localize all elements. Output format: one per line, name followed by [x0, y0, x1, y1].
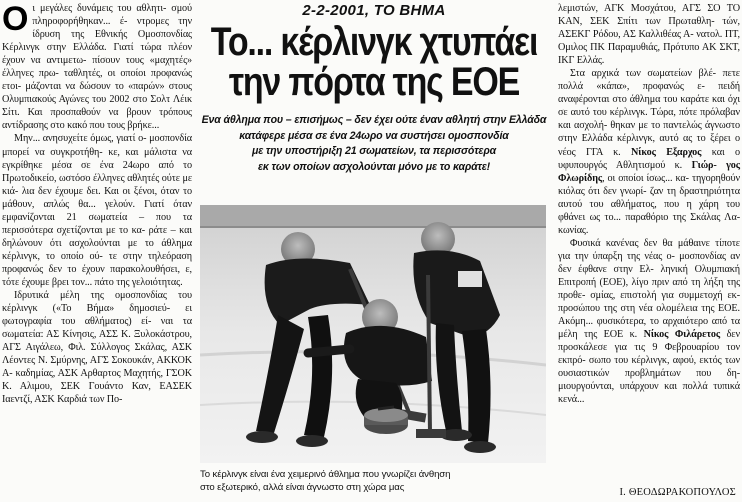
right-paragraph-3-text-b: δεν προσκάλεσε για τις 9 Φεβρουαρίου τον εκπρό- σωπο του κέρλινγκ, αφού, εκτός των ουσιαστικών προβλημάτων που δη- μιουργούνται, υπάρχουν και πολλά τυπικά κενά... [558, 329, 740, 406]
caption-line-2: στο εξωτερικό, αλλά είναι άγνωστο στη χώρα μας [200, 482, 405, 493]
deck-line-4: εκ των οποίων ασχολούνται μόνο με το καράτε! [257, 160, 491, 173]
right-paragraph-2-text-c: , οι οποίοι ίσως... κα- τηγορηθούν κιόλας ότι δεν γνωρί- ζαν τη δραστηριότητα αυτού του αθλήματος, που η χάρη του φθάνει ως το... παραθόριο της Σκάλας Λα- κωνίας. [558, 172, 740, 236]
right-paragraph-2-text-a: Στα αρχικά των σωματείων βλέ- πετε πολλά «κάπα», προφανώς ε- πειδή αναφέρονται στο άθλημα του καράτε και όχι σε αυτό του κέρλινγκ. Τώρα, πότε πρόλαβαν και ασχολή- θηκαν με το παντελώς άγνωστο στην Ελλάδα κέρλινγκ, αυτό ας το ξέρει ο νέος ΓΓΑ κ. [558, 68, 740, 158]
right-column [558, 2, 740, 406]
deck-line-1: Ενα άθλημα που – επισήμως – δεν έχει ούτε έναν αθλητή στην Ελλάδα [201, 114, 547, 126]
caption-line-1: Το κέρλινγκ είναι ένα χειμερινό άθλημα που γνωρίζει άνθηση [200, 469, 451, 480]
left-paragraph-2: Μην... ανησυχείτε όμως, γιατί ο- μοσπονδία μπορεί να συγκροτήθη- κε, και μάλιστα να εγκρίθηκε μέσα σε ένα 24ωρο από το Πρωτοδικείο, ωστόσο έλληνες αθλητές ούτε με κιά- λια δεν έχουμε δει. Και οι ξένοι, όταν το μάθουν, απλώς θα... γελούν. Γιατί όταν εμφανίζονται 21 σωματεία – που τα περισσότερα σχετίζονται με το κα- ράτε – και δηλώνουν ότι ασχολούνται με το άθλημα κέρλινγκ, το οποίο ού- τε στην τηλεόραση προφανώς δεν το έχουν παρακολουθήσει, ε, τότε έχουμε βρει τον... πάτο της γελοιότητας. [2, 133, 192, 288]
right-paragraph-3-text-a: Φυσικά κανένας δεν θα μάθαινε τίποτε για την ύπαρξη της νέας ο- μοσπονδίας αν δεν έφθανε στην Ελ- ληνική Ολυμπιακή Επιτροπή (ΕΟΕ), λίγο πριν από τη λήξη της προθε- σμίας, επιστολή για συμμετοχή εκ- προσώπου της στη νέα ολομέλεια της ΕΟΕ. Ακόμη... φυσικότερα, το αρχαιότερο από τα μέλη της ΕΟΕ κ. [558, 237, 740, 341]
right-paragraph-2 [558, 67, 740, 237]
right-paragraph-3 [558, 237, 740, 407]
curling-stone [364, 407, 408, 434]
left-column [2, 2, 192, 406]
curling-players-illustration [200, 205, 546, 463]
author-signature: Ι. ΘΕΟΔΩΡΑΚΟΠΟΥΛΟΣ [619, 487, 736, 498]
curling-photo [200, 205, 546, 463]
left-paragraph-3: Ιδρυτικά μέλη της ομοσπονδίας του κέρλινγκ («Το Βήμα» δημοσιεύ- ει φωτογραφία του αθλήματος) εί- ναι τα σωματεία: ΑΣ Κίνησις, ΑΣΣ Κ. Ξυλοκάστρου, ΑΓΣ Αιγάλεω, Φιλ. Σύλλογος Σκάλας, ΑΣΚ Λέοντες Ν. Σμύρνης, ΑΓΣ Σοκουκάν, ΑΚΚΟΚ Α- καδημίας, ΑΣΚ Αρθαρτος Μαχητής, ΓΣΟΚ Κ. Αλιμου, ΣΕΚ Γουάντο Καν, ΕΑΣΕΚ Ιαεντζί, ΑΣΚ Καρδιά των Πο- [2, 290, 192, 406]
date-stamp: 2-2-2001, ΤΟ ΒΗΜΑ [302, 2, 446, 19]
headline [196, 19, 552, 105]
headline-line-1: Το... κέρλινγκ χτυπάει [210, 19, 538, 65]
name-nikos-exarchos: Νίκος Εξαρχος [631, 146, 702, 158]
right-paragraph-1: λεμιστών, ΑΓΚ Μοσχάτου, ΑΓΣ ΣΟ ΤΟ ΚΑΝ, ΣΕΚ Σπίτι των Πρωταθλη- τών, ΑΣΕΚΓ Ρόδου, ΑΣ Καλλιθέας Α- νατολ. ΠΤ, Ομιλος ΠΚ Παραμυθιάς, Πρότυπο ΑΚ ΣΚΤ, ΙΚΓ Ελλάς. [558, 3, 740, 67]
drop-cap: Ο [2, 0, 29, 38]
deck-line-2: κατάφερε μέσα σε ένα 24ωρο να συστήσει ομοσπονδία [239, 129, 509, 142]
deck-line-3: με την υποστήριξη 21 σωματείων, τα περισσότερα [251, 145, 497, 158]
photo-caption [200, 468, 546, 494]
name-giorgos-floridis: Γιώρ- γος Φλωρίδης [558, 159, 741, 184]
left-paragraph-1-text: ι μεγάλες δυνάμεις του αθλητι- σμού πληροφορήθηκαν... έ- ντρομες την ίδρυση της Εθνικής Ομοσπονδίας Κέρλινγκ στην Ελλάδα. Γιατί τώρα πλέον έχουν να αντιμετω- πίσουν τους «μαχητές» έλληνες πρω- ταθλητές, οι οποίοι προφανώς ετοι- μάζονται να δώσουν το «παρών» στους Ολυμπιακούς Αγώνες του 2002 στο Σολτ Λέικ Σίτι. Και προσπαθούν να βρουν τρόπους αντίδρασης στο κακό που τους βρήκε... [2, 3, 192, 132]
right-paragraph-2-text-b: και ο υφυπουργός Αθλητισμού κ. [558, 146, 741, 171]
deck [196, 113, 552, 175]
center-block [196, 0, 552, 493]
name-nikos-filaretos: Νίκος Φιλάρετος [643, 329, 721, 341]
headline-line-2: την πόρτα της ΕΟΕ [228, 59, 520, 105]
left-paragraph-1 [2, 2, 192, 132]
